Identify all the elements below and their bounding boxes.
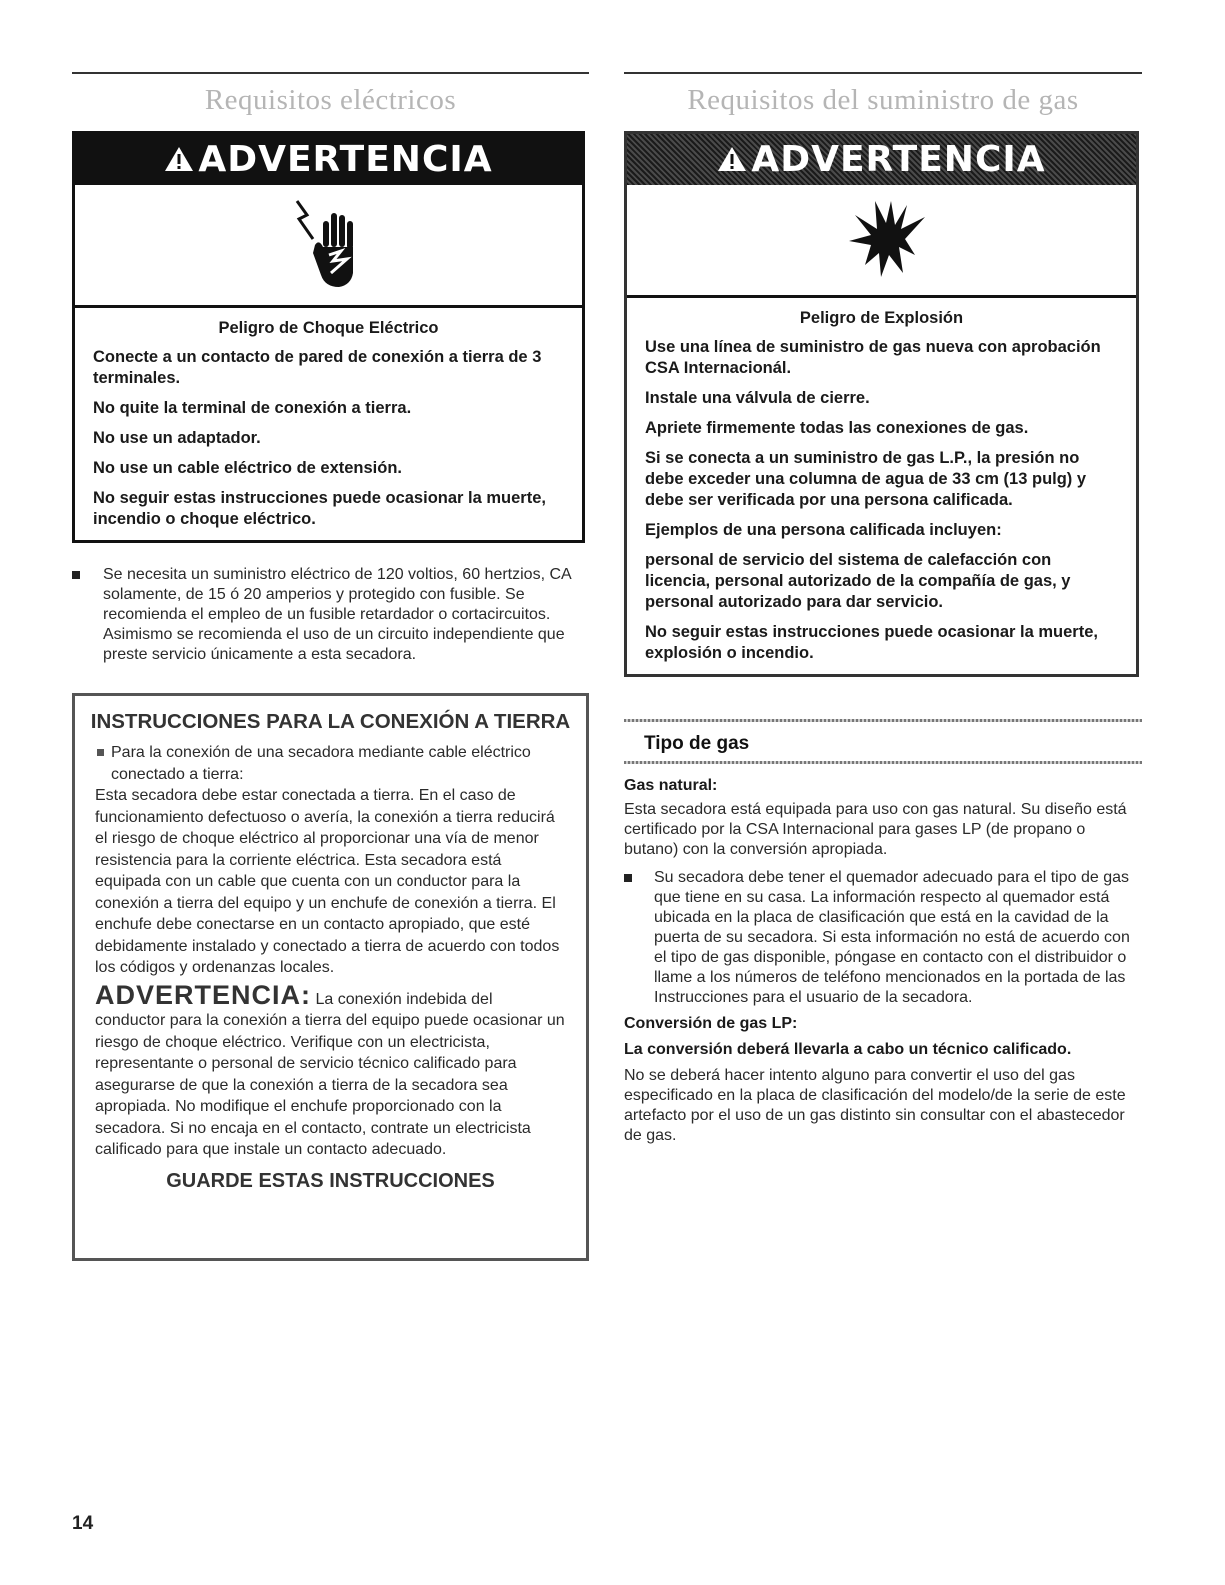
grounding-paragraph: Esta secadora debe estar conectada a tierra. En el caso de funcionamiento defectuoso o avería, la conexión a tierra reducirá el riesgo de choque eléctrico al proporcionar una vía de menor resistencia para la corriente eléctrica. Esta secadora está equipada con un cable que cuenta con un conductor para la conexión a tierra del equipo y un enchufe de conexión a tierra. El enchufe debe conectarse en un contacto apropiado, que esté debidamente instalado y conectado a tierra de acuerdo con todos los códigos y ordenanzas locales. [95,787,560,976]
explosion-warning-box [624,131,1139,677]
explosion-warning-line: Si se conecta a un suministro de gas L.P., la presión no debe exceder una columna de agua de 33 cm (13 pulg) y debe ser verificada por una persona calificada. [645,449,1087,509]
gas-type-content [624,776,1139,1154]
burner-bullet-text: Su secadora debe tener el quemador adecuado para el tipo de gas que tiene en su casa. La información respecto al quemador está ubicada en la placa de clasificación que está en la cavidad de la puerta de su secadora. Si esta información no está de acuerdo con el tipo de gas disponible, póngase en contacto con el distribuidor o llame a los números de teléfono mencionados en la portada de las Instrucciones para el usuario de la secadora. [654,869,1130,1006]
explosion-warning-header [627,134,1136,185]
right-column [624,0,1142,1300]
electrical-supply-text: Se necesita un suministro eléctrico de 120 voltios, 60 hertzios, CA solamente, de 15 ó 20 amperios y protegido con fusible. Se recomienda el empleo de un fusible retardador o cortacircuitos. Asimismo se recomienda el uso de un circuito independiente que preste servicio únicamente a esta secadora. [103,566,571,663]
electric-warning-line: No seguir estas instrucciones puede ocasionar la muerte, incendio o choque eléctrico. [93,489,546,528]
electric-shock-icon [75,185,582,308]
explosion-warning-line: Use una línea de suministro de gas nueva con aprobación CSA Internacionál. [645,338,1101,377]
explosion-warning-line: No seguir estas instrucciones puede ocasionar la muerte, explosión o incendio. [645,623,1098,662]
page-number: 14 [72,1513,94,1534]
natural-gas-heading: Gas natural: [624,777,718,794]
bullet-square-icon [97,749,104,756]
left-section-title: Requisitos eléctricos [204,84,457,116]
electric-warning-header [75,134,582,185]
explosion-warning-header-text: ADVERTENCIA [751,139,1046,180]
explosion-warning-line: personal de servicio del sistema de calefacción con licencia, personal autorizado de la compañía de gas, y personal autorizado para dar servicio. [645,551,1071,611]
gas-type-bottom-bar [624,761,1142,764]
lp-conversion-text: No se deberá hacer intento alguno para convertir el uso del gas especificado en la placa de clasificación del modelo/de la serie de este artefacto por el uso de un gas distinto sin consultar con el abastecedor de gas. [624,1067,1126,1144]
save-instructions: GUARDE ESTAS INSTRUCCIONES [166,1169,495,1192]
electric-warning-line: Conecte a un contacto de pared de conexión a tierra de 3 terminales. [93,348,542,387]
explosion-warning-body [627,298,1136,674]
electric-warning-line: No use un adaptador. [93,429,261,447]
explosion-warning-line: Ejemplos de una persona calificada incluyen: [645,521,1002,539]
explosion-icon [627,185,1136,298]
electric-warning-title: Peligro de Choque Eléctrico [218,319,439,337]
electrical-supply-bullet [72,565,582,665]
burner-bullet [624,868,1139,1008]
electric-warning-line: No quite la terminal de conexión a tierra. [93,399,412,417]
grounding-instructions-box [72,693,589,1261]
grounding-sub-bullet-text: Para la conexión de una secadora mediante cable eléctrico conectado a tierra: [111,744,531,783]
grounding-sub-bullet [95,742,566,785]
natural-gas-text: Esta secadora está equipada para uso con gas natural. Su diseño está certificado por la CSA Internacional para gases LP (de propano o butano) con la conversión apropiada. [624,801,1127,858]
bullet-square-icon [624,874,632,882]
warning-triangle-icon [717,136,747,187]
warning-triangle-icon [164,136,194,187]
explosion-warning-line: Apriete firmemente todas las conexiones de gas. [645,419,1029,437]
gas-type-heading: Tipo de gas [644,733,750,754]
bullet-square-icon [72,571,80,579]
grounding-warning-text: La conexión indebida del conductor para la conexión a tierra del equipo puede ocasionar un riesgo de choque eléctrico. Verifique con un electricista, representante o personal de servicio técnico calificado para asegurarse de que la conexión a tierra de la secadora sea apropiada. No modifique el enchufe proporcionado con la secadora. Si no encaja en el contacto, contrate un electricista calificado para que instale un contacto adecuado. [95,990,565,1158]
gas-type-top-bar [624,719,1142,722]
right-section-title: Requisitos del suministro de gas [687,84,1079,116]
grounding-warning-label: ADVERTENCIA: [95,979,312,1010]
electric-warning-body [75,308,582,540]
left-column [72,0,589,1300]
grounding-content [75,742,586,1192]
lp-conversion-heading: Conversión de gas LP: [624,1015,798,1032]
electric-warning-box [72,131,585,543]
explosion-warning-title: Peligro de Explosión [799,309,964,327]
grounding-title: INSTRUCCIONES PARA LA CONEXIÓN A TIERRA [90,710,571,733]
explosion-warning-line: Instale una válvula de cierre. [645,389,870,407]
electric-warning-line: No use un cable eléctrico de extensión. [93,459,403,477]
lp-conversion-bold: La conversión deberá llevarla a cabo un técnico calificado. [624,1041,1072,1058]
grounding-warning [95,979,566,1161]
electric-warning-header-text: ADVERTENCIA [198,139,493,180]
